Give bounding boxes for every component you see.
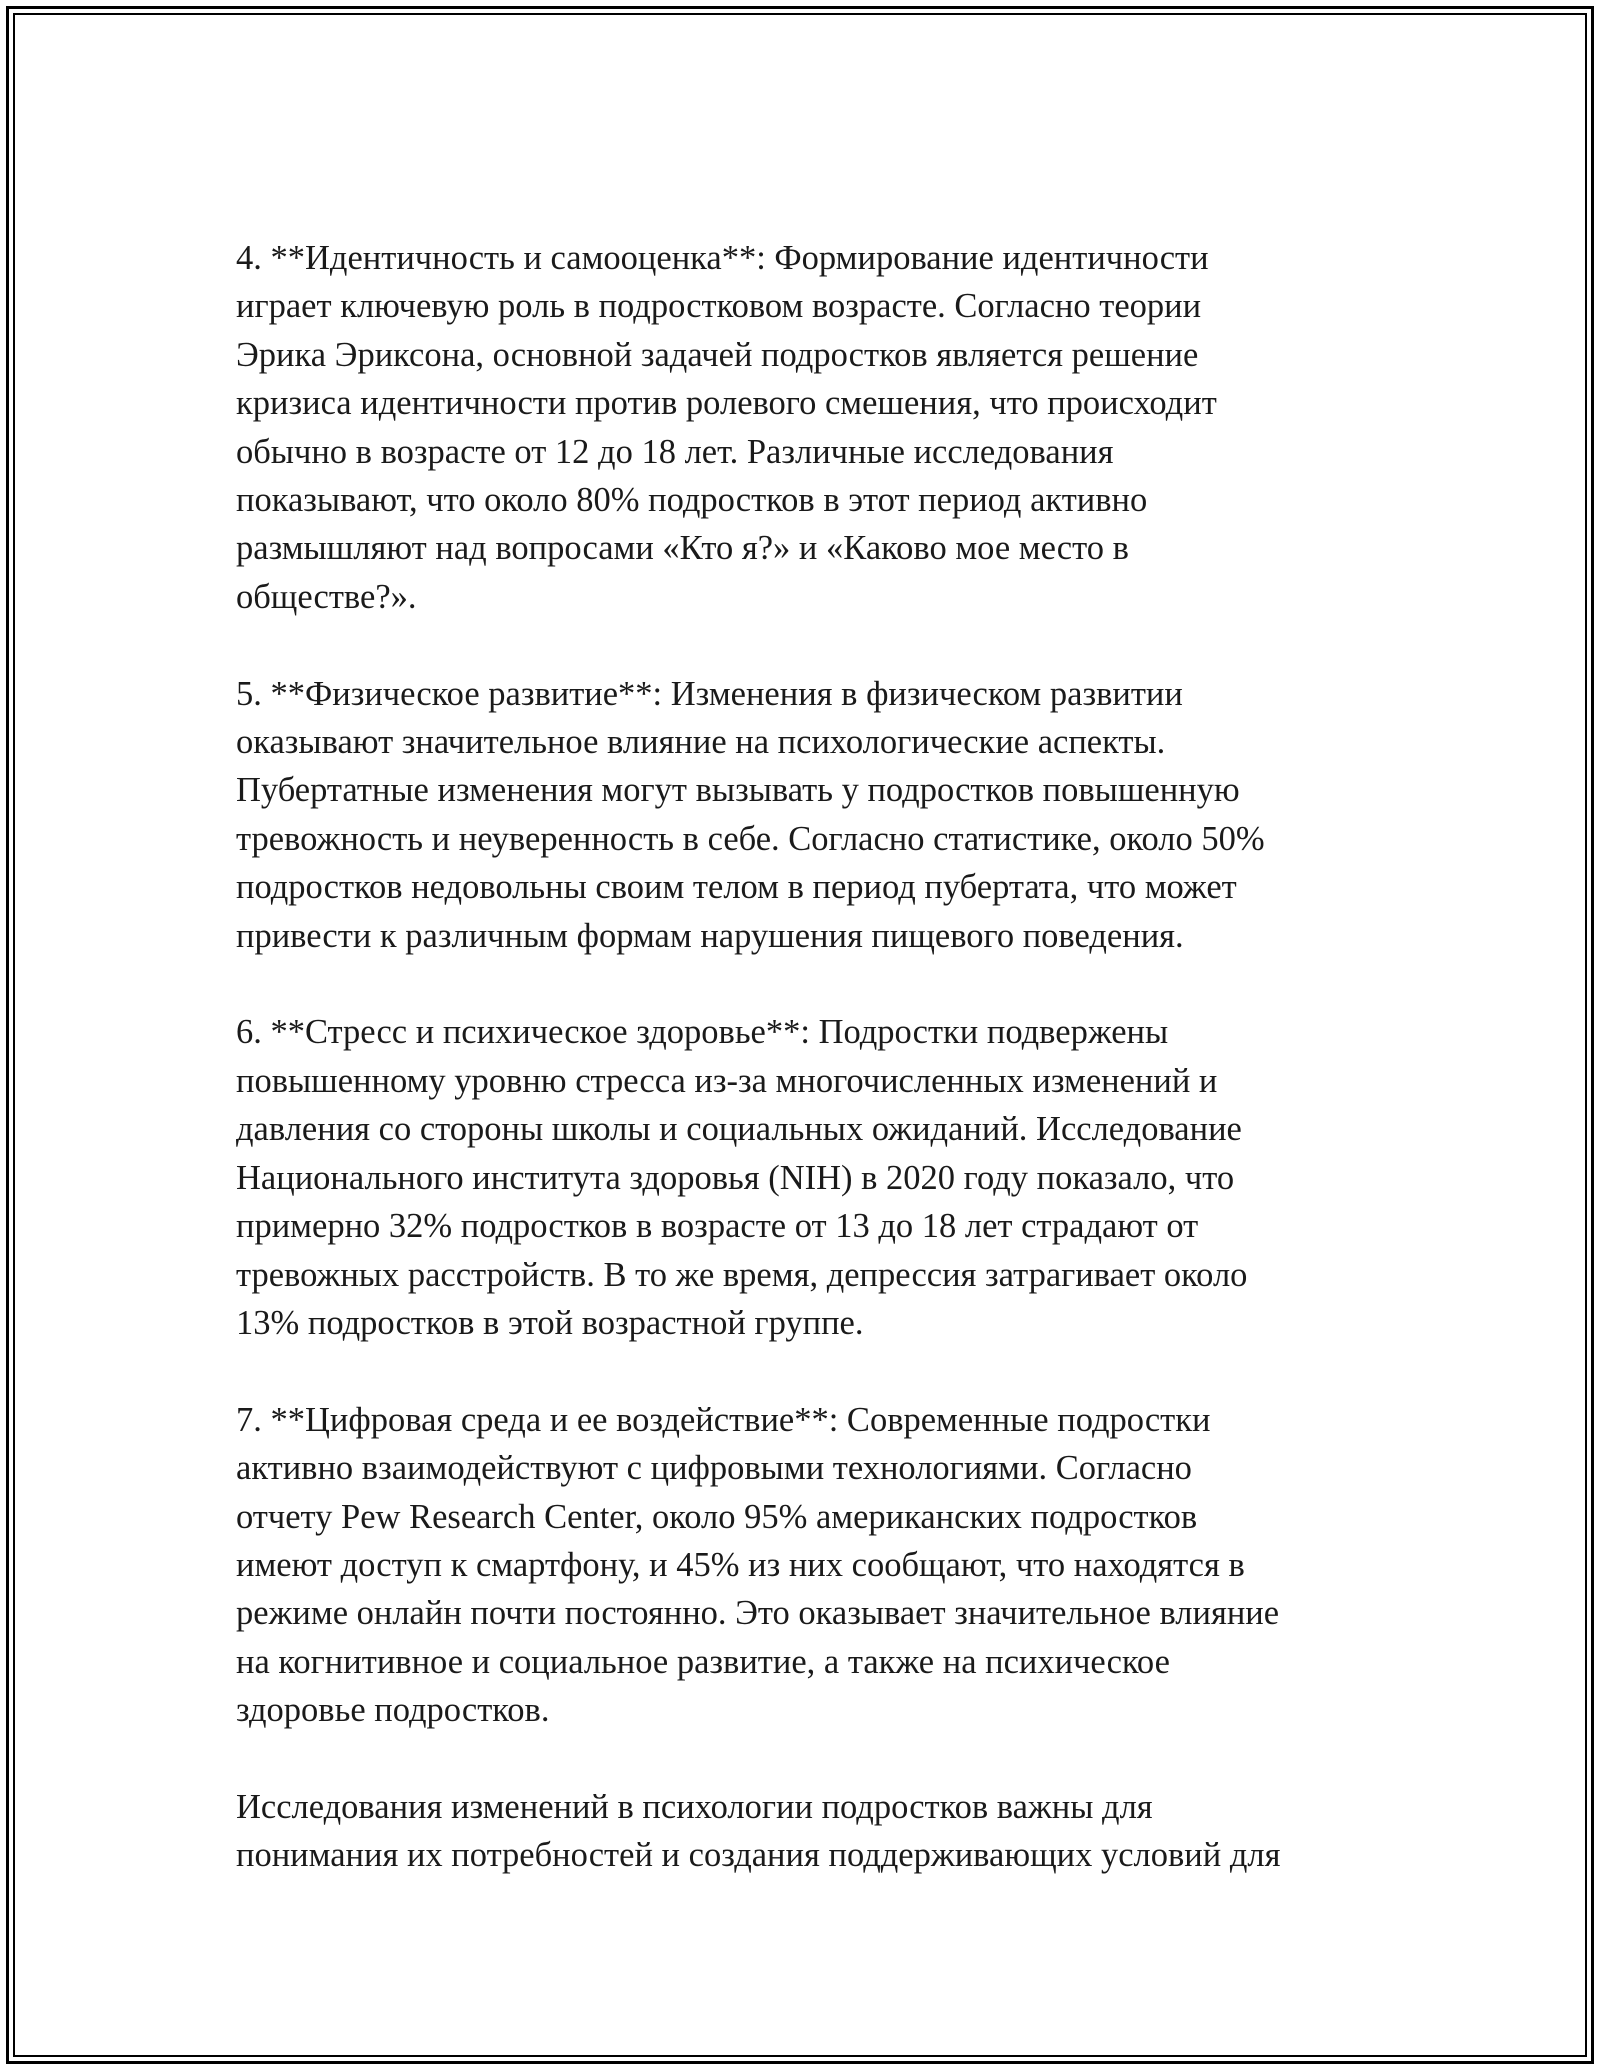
- text-line: тревожных расстройств. В то же время, депрессия затрагивает около: [236, 1255, 1248, 1294]
- paragraph-digital-environment: [236, 1396, 1366, 1735]
- text-line: обычно в возрасте от 12 до 18 лет. Различные исследования: [236, 432, 1114, 471]
- text-line: играет ключевую роль в подростковом возрасте. Согласно теории: [236, 287, 1202, 326]
- text-line: обществе?».: [236, 577, 417, 616]
- text-line: Пубертатные изменения могут вызывать у подростков повышенную: [236, 771, 1240, 810]
- text-line: на когнитивное и социальное развитие, а также на психическое: [236, 1642, 1170, 1681]
- text-line: активно взаимодействуют с цифровыми технологиями. Согласно: [236, 1449, 1192, 1488]
- text-line: давления со стороны школы и социальных ожиданий. Исследование: [236, 1110, 1242, 1149]
- document-body: [236, 234, 1366, 1928]
- text-line: понимания их потребностей и создания поддерживающих условий для: [236, 1836, 1281, 1875]
- text-line: тревожность и неуверенность в себе. Согласно статистике, около 50%: [236, 819, 1265, 858]
- text-line: режиме онлайн почти постоянно. Это оказывает значительное влияние: [236, 1594, 1280, 1633]
- text-line: 5. **Физическое развитие**: Изменения в физическом развитии: [236, 674, 1183, 713]
- text-line: 4. **Идентичность и самооценка**: Формирование идентичности: [236, 239, 1209, 277]
- text-line: привести к различным формам нарушения пищевого поведения.: [236, 916, 1184, 955]
- text-line: подростков недовольны своим телом в период пубертата, что может: [236, 868, 1237, 907]
- text-line: размышляют над вопросами «Кто я?» и «Каково мое место в: [236, 529, 1129, 568]
- text-line: показывают, что около 80% подростков в этот период активно: [236, 481, 1148, 520]
- paragraph-stress-mental-health: [236, 1008, 1366, 1347]
- text-line: кризиса идентичности против ролевого смешения, что происходит: [236, 384, 1217, 423]
- text-line: примерно 32% подростков в возрасте от 13 до 18 лет страдают от: [236, 1207, 1199, 1246]
- paragraph-identity: [236, 234, 1366, 621]
- paragraph-physical-development: [236, 670, 1366, 960]
- paragraph-conclusion: [236, 1783, 1366, 1880]
- text-line: Эрика Эриксона, основной задачей подростков является решение: [236, 335, 1199, 374]
- text-line: повышенному уровню стресса из-за многочисленных изменений и: [236, 1061, 1218, 1100]
- text-line: здоровье подростков.: [236, 1691, 550, 1730]
- text-line: 6. **Стресс и психическое здоровье**: Подростки подвержены: [236, 1013, 1169, 1052]
- text-line: 7. **Цифровая среда и ее воздействие**: Современные подростки: [236, 1400, 1211, 1439]
- text-line: 13% подростков в этой возрастной группе.: [236, 1303, 864, 1342]
- text-line: Национального института здоровья (NIH) в 2020 году показало, что: [236, 1158, 1235, 1197]
- text-line: отчету Pew Research Center, около 95% американских подростков: [236, 1497, 1198, 1536]
- text-line: Исследования изменений в психологии подростков важны для: [236, 1787, 1153, 1826]
- text-line: имеют доступ к смартфону, и 45% из них сообщают, что находятся в: [236, 1545, 1245, 1584]
- text-line: оказывают значительное влияние на психологические аспекты.: [236, 723, 1166, 762]
